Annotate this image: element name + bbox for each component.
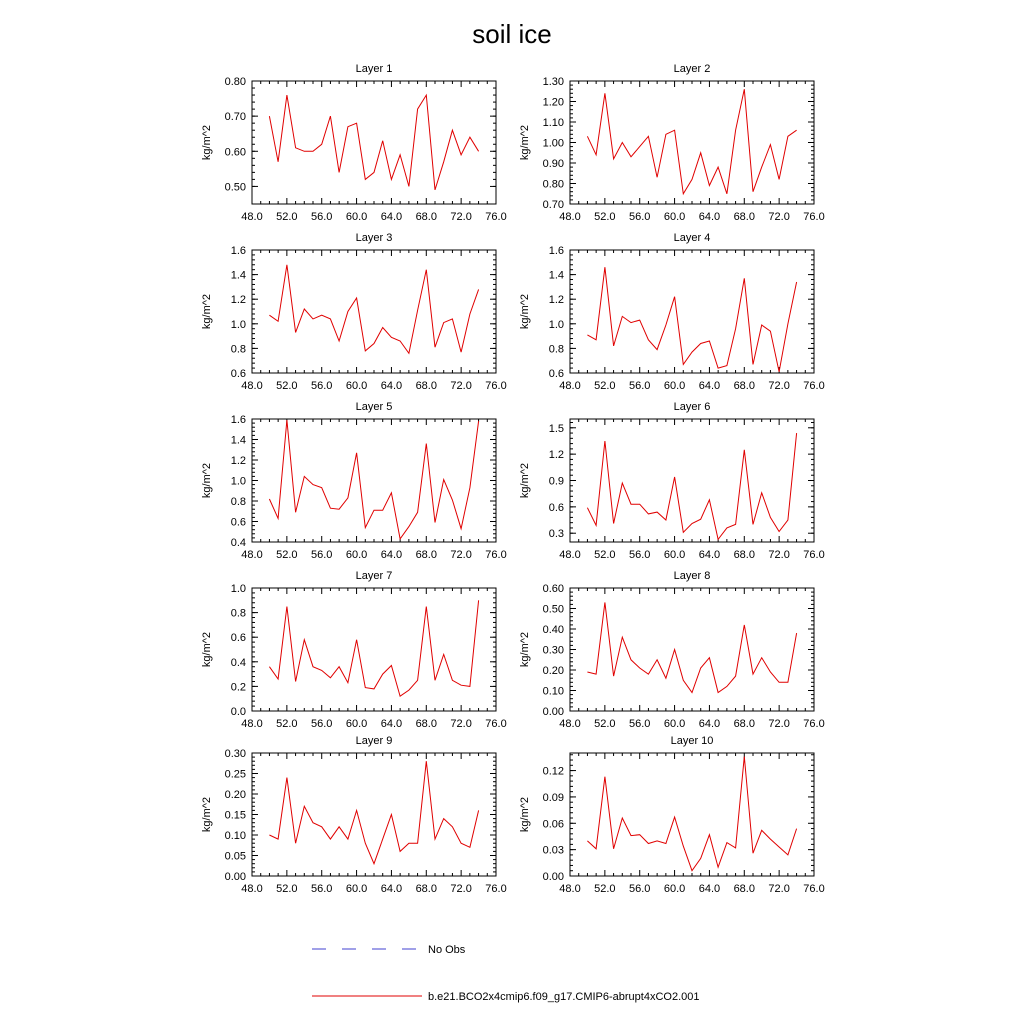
y-tick-label: 1.5 [548, 422, 564, 435]
x-tick-label: 52.0 [276, 380, 298, 392]
x-tick-label: 72.0 [768, 718, 790, 730]
y-tick-label: 1.30 [542, 76, 564, 88]
x-tick-label: 52.0 [594, 549, 616, 561]
y-tick-label: 0.6 [230, 516, 246, 529]
y-tick-label: 0.06 [542, 818, 564, 831]
y-axis-label: kg/m^2 [519, 631, 531, 668]
x-tick-label: 76.0 [803, 380, 825, 392]
panel-title: Layer 9 [355, 735, 393, 747]
x-tick-label: 64.0 [698, 549, 721, 561]
x-tick-label: 76.0 [803, 883, 825, 895]
y-tick-label: 0.6 [230, 632, 246, 645]
x-tick-label: 68.0 [415, 718, 437, 730]
x-tick-label: 52.0 [594, 380, 616, 392]
x-tick-label: 56.0 [311, 211, 333, 223]
y-tick-label: 1.6 [548, 245, 564, 257]
legend-obs-label: No Obs [428, 944, 466, 956]
y-tick-label: 0.8 [548, 343, 564, 356]
plot-frame [570, 753, 814, 876]
x-tick-label: 60.0 [345, 380, 368, 392]
x-tick-label: 52.0 [276, 718, 298, 730]
panel-title: Layer 8 [673, 570, 711, 582]
panel-layer-6 [519, 401, 825, 561]
x-tick-label: 60.0 [663, 883, 686, 895]
y-tick-label: 0.70 [542, 199, 564, 211]
y-tick-label: 1.4 [230, 434, 246, 447]
panels-grid [201, 63, 825, 895]
y-tick-label: 0.6 [548, 368, 564, 380]
x-tick-label: 48.0 [559, 549, 581, 561]
y-tick-label: 0.60 [542, 583, 564, 595]
x-tick-label: 68.0 [415, 211, 437, 223]
x-tick-label: 72.0 [768, 549, 790, 561]
x-tick-label: 76.0 [485, 380, 507, 392]
y-tick-label: 0.6 [230, 368, 246, 380]
x-tick-label: 52.0 [276, 549, 298, 561]
y-tick-label: 0.9 [548, 475, 564, 488]
x-tick-label: 56.0 [311, 883, 333, 895]
y-tick-label: 0.05 [224, 850, 246, 863]
x-tick-label: 48.0 [559, 718, 581, 730]
y-tick-label: 0.3 [548, 528, 564, 541]
panel-title: Layer 3 [355, 232, 393, 244]
y-tick-label: 0.4 [230, 537, 246, 549]
y-tick-label: 0.30 [542, 644, 564, 657]
x-tick-label: 76.0 [485, 211, 507, 223]
x-tick-label: 52.0 [276, 883, 298, 895]
y-tick-label: 0.00 [542, 706, 564, 718]
x-tick-label: 68.0 [733, 718, 755, 730]
y-tick-label: 0.80 [542, 178, 564, 191]
figure-title: soil ice [472, 19, 552, 49]
panel-layer-5 [201, 401, 507, 561]
y-tick-label: 0.50 [542, 603, 564, 616]
panel-title: Layer 4 [673, 232, 711, 244]
series-line [587, 433, 796, 539]
x-tick-label: 52.0 [594, 718, 616, 730]
y-axis-label: kg/m^2 [201, 293, 213, 330]
x-tick-label: 48.0 [241, 211, 263, 223]
x-tick-label: 76.0 [485, 718, 507, 730]
panel-layer-10 [519, 735, 825, 895]
series-line [269, 265, 478, 354]
legend-model-label: b.e21.BCO2x4cmip6.f09_g17.CMIP6-abrupt4xCO2.001 [428, 991, 700, 1003]
y-tick-label: 0.12 [542, 765, 564, 778]
x-tick-label: 60.0 [345, 883, 368, 895]
y-tick-label: 1.0 [230, 318, 246, 331]
panel-layer-7 [201, 570, 507, 730]
y-tick-label: 1.4 [230, 269, 246, 282]
panel-layer-9 [201, 735, 507, 895]
y-tick-label: 0.10 [224, 830, 246, 842]
y-tick-label: 0.60 [224, 146, 246, 159]
x-tick-label: 64.0 [380, 718, 403, 730]
panel-title: Layer 5 [355, 401, 393, 413]
series-line [587, 757, 796, 871]
y-tick-label: 1.2 [230, 294, 246, 307]
x-tick-label: 64.0 [698, 211, 721, 223]
series-line [587, 602, 796, 692]
x-tick-label: 72.0 [450, 211, 472, 223]
panel-layer-4 [519, 232, 825, 392]
y-tick-label: 0.80 [224, 76, 246, 88]
x-tick-label: 48.0 [559, 380, 581, 392]
x-tick-label: 76.0 [485, 883, 507, 895]
y-tick-label: 0.20 [224, 789, 246, 801]
y-tick-label: 0.09 [542, 791, 564, 804]
x-tick-label: 60.0 [345, 211, 368, 223]
x-tick-label: 68.0 [733, 380, 755, 392]
x-tick-label: 56.0 [311, 718, 333, 730]
x-tick-label: 72.0 [450, 883, 472, 895]
x-tick-label: 64.0 [698, 718, 721, 730]
x-tick-label: 64.0 [698, 883, 721, 895]
y-axis-label: kg/m^2 [519, 124, 531, 161]
x-tick-label: 60.0 [663, 718, 686, 730]
y-tick-label: 0.25 [224, 768, 246, 781]
x-tick-label: 48.0 [241, 718, 263, 730]
x-tick-label: 56.0 [629, 549, 651, 561]
y-axis-label: kg/m^2 [519, 796, 531, 833]
x-tick-label: 68.0 [733, 883, 755, 895]
panel-layer-2 [519, 63, 825, 223]
y-tick-label: 1.0 [548, 318, 564, 331]
x-tick-label: 56.0 [311, 549, 333, 561]
y-tick-label: 0.8 [230, 496, 246, 508]
x-tick-label: 56.0 [629, 211, 651, 223]
y-tick-label: 0.30 [224, 748, 246, 760]
x-tick-label: 52.0 [594, 883, 616, 895]
x-tick-label: 68.0 [415, 549, 437, 561]
plot-frame [252, 753, 496, 876]
x-tick-label: 76.0 [803, 718, 825, 730]
x-tick-label: 76.0 [485, 549, 507, 561]
y-tick-label: 0.15 [224, 809, 246, 822]
y-tick-label: 1.0 [230, 475, 246, 488]
y-tick-label: 1.2 [230, 455, 246, 467]
y-tick-label: 0.4 [230, 656, 246, 669]
series-line [269, 420, 478, 539]
y-axis-label: kg/m^2 [201, 124, 213, 161]
panel-title: Layer 7 [355, 570, 393, 582]
plot-frame [252, 250, 496, 373]
series-line [269, 761, 478, 864]
y-axis-label: kg/m^2 [201, 462, 213, 499]
x-tick-label: 72.0 [768, 883, 790, 895]
x-tick-label: 48.0 [241, 380, 263, 392]
panel-title: Layer 1 [355, 63, 393, 75]
y-axis-label: kg/m^2 [201, 796, 213, 833]
y-tick-label: 0.6 [548, 501, 564, 514]
x-tick-label: 52.0 [276, 211, 298, 223]
y-tick-label: 1.4 [548, 269, 564, 282]
y-tick-label: 0.00 [542, 871, 564, 883]
y-tick-label: 1.2 [548, 449, 564, 462]
y-tick-label: 1.6 [230, 414, 246, 426]
series-line [587, 267, 796, 372]
y-tick-label: 0.00 [224, 871, 246, 883]
x-tick-label: 52.0 [594, 211, 616, 223]
y-tick-label: 1.6 [230, 245, 246, 257]
x-tick-label: 72.0 [768, 211, 790, 223]
y-tick-label: 0.10 [542, 685, 564, 698]
y-tick-label: 0.90 [542, 158, 564, 170]
y-tick-label: 0.2 [230, 681, 246, 694]
x-tick-label: 60.0 [345, 718, 368, 730]
x-tick-label: 64.0 [380, 549, 403, 561]
x-tick-label: 56.0 [629, 718, 651, 730]
x-tick-label: 60.0 [663, 380, 686, 392]
x-tick-label: 76.0 [803, 549, 825, 561]
x-tick-label: 56.0 [629, 883, 651, 895]
y-tick-label: 0.20 [542, 665, 564, 677]
y-tick-label: 0.50 [224, 181, 246, 194]
panel-layer-8 [519, 570, 825, 730]
x-tick-label: 48.0 [559, 883, 581, 895]
y-tick-label: 1.00 [542, 137, 564, 150]
y-axis-label: kg/m^2 [519, 293, 531, 330]
y-tick-label: 1.0 [230, 583, 246, 595]
y-tick-label: 0.8 [230, 343, 246, 356]
x-tick-label: 48.0 [559, 211, 581, 223]
y-tick-label: 1.20 [542, 96, 564, 109]
x-tick-label: 48.0 [241, 549, 263, 561]
y-axis-label: kg/m^2 [519, 462, 531, 499]
x-tick-label: 68.0 [415, 883, 437, 895]
y-tick-label: 0.8 [230, 607, 246, 620]
x-tick-label: 72.0 [450, 380, 472, 392]
plot-frame [252, 588, 496, 711]
x-tick-label: 60.0 [663, 549, 686, 561]
x-tick-label: 60.0 [663, 211, 686, 223]
x-tick-label: 72.0 [450, 549, 472, 561]
panel-layer-1 [201, 63, 507, 223]
y-tick-label: 1.10 [542, 117, 564, 129]
panel-layer-3 [201, 232, 507, 392]
x-tick-label: 48.0 [241, 883, 263, 895]
x-tick-label: 64.0 [698, 380, 721, 392]
panel-title: Layer 10 [670, 735, 714, 747]
x-tick-label: 64.0 [380, 883, 403, 895]
legend [312, 944, 700, 1003]
y-tick-label: 0.70 [224, 111, 246, 124]
y-tick-label: 0.40 [542, 624, 564, 636]
x-tick-label: 72.0 [768, 380, 790, 392]
plot-frame [570, 81, 814, 204]
series-line [269, 600, 478, 696]
y-tick-label: 0.03 [542, 844, 564, 857]
y-tick-label: 1.2 [548, 294, 564, 307]
x-tick-label: 68.0 [415, 380, 437, 392]
x-tick-label: 64.0 [380, 380, 403, 392]
x-tick-label: 60.0 [345, 549, 368, 561]
x-tick-label: 56.0 [311, 380, 333, 392]
y-axis-label: kg/m^2 [201, 631, 213, 668]
x-tick-label: 72.0 [450, 718, 472, 730]
series-line [587, 89, 796, 194]
x-tick-label: 56.0 [629, 380, 651, 392]
y-tick-label: 0.0 [230, 706, 246, 718]
x-tick-label: 68.0 [733, 549, 755, 561]
panel-title: Layer 2 [673, 63, 711, 75]
series-line [269, 95, 478, 190]
plot-frame [252, 81, 496, 204]
plot-frame [570, 250, 814, 373]
panel-title: Layer 6 [673, 401, 711, 413]
x-tick-label: 64.0 [380, 211, 403, 223]
x-tick-label: 68.0 [733, 211, 755, 223]
x-tick-label: 76.0 [803, 211, 825, 223]
